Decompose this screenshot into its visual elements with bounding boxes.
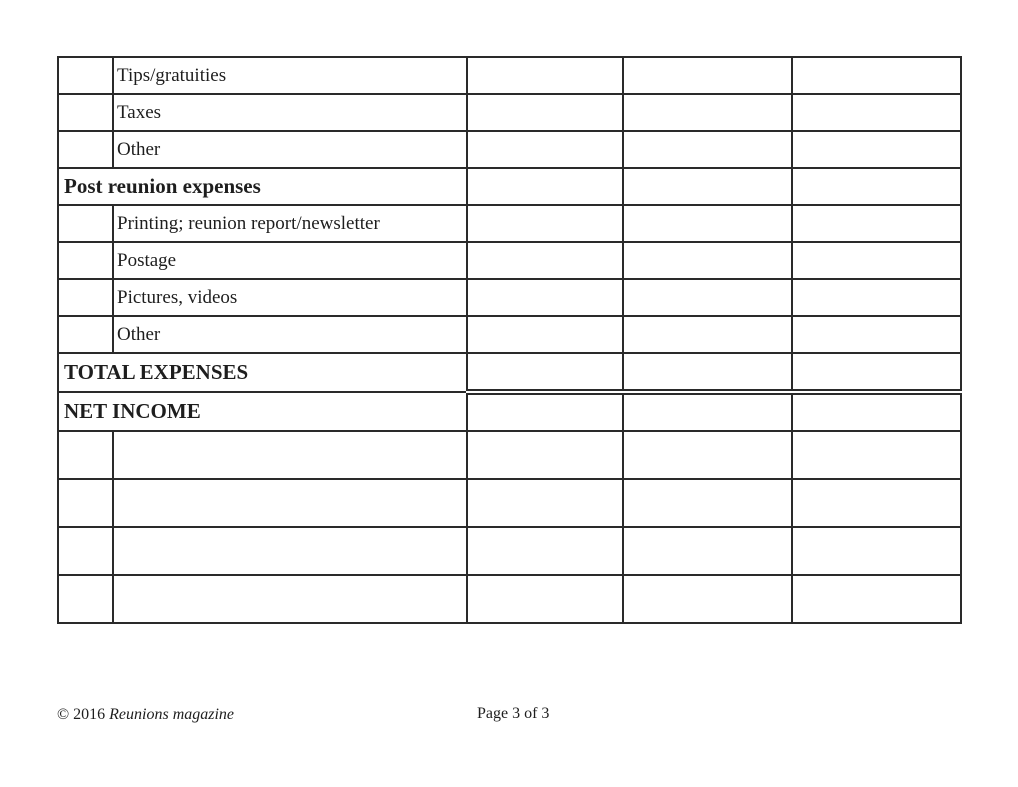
table-row: [58, 479, 961, 527]
row-label-other-post: Other: [113, 316, 467, 353]
indent-cell: [58, 279, 113, 316]
indent-cell: [58, 431, 113, 479]
indent-cell: [58, 316, 113, 353]
value-cell: [467, 479, 623, 527]
table-row: [58, 205, 961, 242]
value-cell: [792, 575, 961, 623]
table-row: [58, 392, 961, 431]
indent-cell: [58, 527, 113, 575]
value-cell: [467, 431, 623, 479]
table-row: [58, 527, 961, 575]
net-income-label: NET INCOME: [58, 392, 467, 431]
indent-cell: [58, 242, 113, 279]
value-cell: [792, 392, 961, 431]
table-row: [58, 242, 961, 279]
value-cell: [792, 205, 961, 242]
budget-table: [57, 56, 962, 624]
value-cell: [792, 353, 961, 392]
value-cell: [792, 94, 961, 131]
value-cell: [623, 168, 792, 205]
value-cell: [467, 168, 623, 205]
value-cell: [623, 205, 792, 242]
value-cell: [792, 316, 961, 353]
value-cell: [623, 527, 792, 575]
value-cell: [467, 316, 623, 353]
value-cell: [792, 279, 961, 316]
value-cell: [792, 431, 961, 479]
value-cell: [467, 205, 623, 242]
value-cell: [792, 242, 961, 279]
value-cell: [467, 575, 623, 623]
value-cell: [792, 479, 961, 527]
row-label-tips-gratuities: Tips/gratuities: [113, 57, 467, 94]
table-row: [58, 279, 961, 316]
value-cell: [623, 479, 792, 527]
blank-label-cell: [113, 575, 467, 623]
blank-label-cell: [113, 479, 467, 527]
value-cell: [623, 392, 792, 431]
row-label-postage: Postage: [113, 242, 467, 279]
value-cell: [792, 57, 961, 94]
value-cell: [467, 527, 623, 575]
value-cell: [467, 94, 623, 131]
value-cell: [467, 392, 623, 431]
table-row: [58, 431, 961, 479]
table-row: [58, 94, 961, 131]
table-row: [58, 131, 961, 168]
value-cell: [623, 279, 792, 316]
value-cell: [792, 527, 961, 575]
indent-cell: [58, 479, 113, 527]
table-row: [58, 57, 961, 94]
indent-cell: [58, 131, 113, 168]
value-cell: [623, 94, 792, 131]
table-row: [58, 316, 961, 353]
section-heading-post-reunion: Post reunion expenses: [58, 168, 467, 205]
table-row: [58, 168, 961, 205]
page-number: Page 3 of 3: [477, 705, 550, 722]
blank-label-cell: [113, 527, 467, 575]
indent-cell: [58, 57, 113, 94]
value-cell: [467, 57, 623, 94]
copyright-prefix: © 2016: [57, 706, 110, 723]
value-cell: [623, 575, 792, 623]
copyright-notice: [57, 706, 234, 724]
value-cell: [623, 57, 792, 94]
row-label-pictures-videos: Pictures, videos: [113, 279, 467, 316]
table-row: [58, 575, 961, 623]
value-cell: [467, 131, 623, 168]
value-cell: [792, 168, 961, 205]
row-label-taxes: Taxes: [113, 94, 467, 131]
row-label-printing: Printing; reunion report/newsletter: [113, 205, 467, 242]
blank-label-cell: [113, 431, 467, 479]
value-cell: [623, 353, 792, 392]
value-cell: [623, 131, 792, 168]
table-row: [58, 353, 961, 392]
indent-cell: [58, 205, 113, 242]
value-cell: [792, 131, 961, 168]
total-expenses-label: TOTAL EXPENSES: [58, 353, 467, 392]
value-cell: [467, 353, 623, 392]
value-cell: [467, 279, 623, 316]
value-cell: [623, 431, 792, 479]
value-cell: [623, 316, 792, 353]
row-label-other: Other: [113, 131, 467, 168]
value-cell: [467, 242, 623, 279]
value-cell: [623, 242, 792, 279]
magazine-name: Reunions magazine: [109, 706, 235, 723]
indent-cell: [58, 575, 113, 623]
indent-cell: [58, 94, 113, 131]
